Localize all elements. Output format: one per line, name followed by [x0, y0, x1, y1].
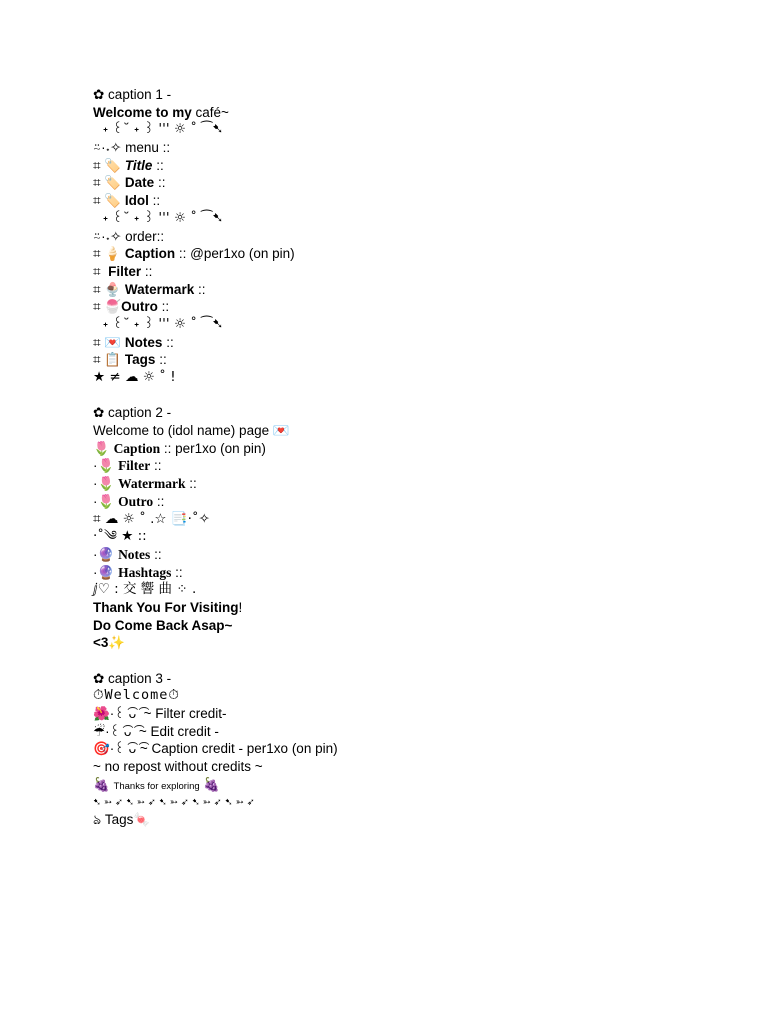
tag-icon: ⌗ 🏷️ [93, 175, 125, 191]
crystal-ball-icon: ·🔮 [93, 564, 119, 580]
outro-label: Outro [121, 299, 158, 315]
tulip-icon: ·🌷 [93, 493, 119, 509]
caption-3-header: ✿ caption 3 - [93, 670, 172, 686]
outro-suffix: :: [153, 493, 165, 509]
watermark-label: Watermark [118, 476, 186, 492]
welcome-rest: café~ [191, 104, 229, 120]
spacer [93, 652, 713, 670]
caption-field [93, 440, 713, 458]
thanks-line [93, 599, 713, 617]
shaved-ice-icon: ⌗ 🍧 [93, 299, 122, 315]
date-field [93, 174, 713, 192]
come-back-line: Do Come Back Asap~ [93, 617, 233, 633]
idol-field [93, 192, 713, 210]
outro-field [93, 298, 713, 316]
grapes-icon: 🍇 [199, 776, 221, 792]
divider-line: ⠀˖ ꒰˘ ˖ ꒱ ''' ☼ ˚ ⁀➷ [93, 209, 224, 226]
edit-credit-line: ☔·꒰ ͡ᴗ ͡ ~ Edit credit - [93, 723, 219, 739]
thanks-exploring-line [93, 776, 713, 794]
date-suffix: :: [154, 175, 166, 191]
heart-line [93, 634, 713, 652]
idol-suffix: :: [148, 193, 161, 209]
tulip-icon: ·🌷 [93, 458, 119, 474]
title-label: Title [124, 157, 153, 173]
grapes-icon: 🍇 [93, 776, 114, 792]
notes-field [93, 334, 713, 352]
divider-line: ⠀˖ ꒰˘ ˖ ꒱ ''' ☼ ˚ ⁀➷ [93, 121, 224, 138]
caption-2-header: ✿ caption 2 - [93, 405, 172, 421]
caption-3-welcome: ⏱Welcome⏱ [93, 687, 180, 704]
notes-field [93, 546, 713, 564]
caption-label: Caption [124, 246, 176, 262]
tags-suffix: :: [155, 352, 167, 368]
watermark-suffix: :: [185, 476, 197, 492]
tag-icon: ⌗ 🏷️ [93, 193, 125, 209]
watermark-label: Watermark [124, 281, 195, 297]
notes-suffix: :: [150, 546, 162, 562]
tags-line: ঌ Tags🍬 [93, 812, 151, 828]
hashtags-suffix: :: [171, 564, 183, 580]
watermark-field [93, 281, 713, 299]
hashtags-label: Hashtags [118, 564, 172, 580]
heart-text: <3 [93, 635, 109, 651]
idol-label: Idol [124, 193, 149, 209]
caption-templates [93, 86, 713, 829]
order-line: ⍨·˖✧ order:: [93, 228, 165, 244]
outro-label: Outro [118, 493, 154, 509]
tulip-icon: ·🌷 [93, 476, 119, 492]
caption-1-welcome [93, 104, 713, 122]
outro-suffix: :: [157, 299, 170, 315]
caption-1-header: ✿ caption 1 - [93, 87, 172, 102]
title-field [93, 157, 713, 175]
dessert-icon: ⌗ 🍨 [93, 281, 125, 297]
love-letter-icon: ⌗ 💌 [93, 334, 125, 350]
caption-value: :: per1xo (on pin) [160, 440, 266, 456]
music-line: ⅉ♡ : 交 響 曲 ⁘ . [93, 581, 197, 598]
notes-suffix: :: [162, 334, 174, 350]
tags-label: Tags [124, 352, 156, 368]
tag-icon: ⌗ 🏷️ [93, 157, 125, 173]
star-line: ·˚༄ ★ :: [93, 528, 147, 545]
watermark-suffix: :: [194, 281, 206, 297]
outro-field [93, 493, 713, 511]
watermark-field [93, 475, 713, 493]
date-label: Date [124, 175, 155, 191]
divider-line: ⠀˖ ꒰˘ ˖ ꒱ ''' ☼ ˚ ⁀➷ [93, 315, 224, 332]
no-repost-line: ~ no repost without credits ~ [93, 759, 263, 775]
welcome-bold: Welcome to my [93, 104, 192, 120]
notes-label: Notes [124, 334, 163, 350]
divider-line: ⌗ ☁ ☼ ˚ .☆ 📑·˚✧ [93, 510, 210, 527]
menu-line: ⍨·˖✧ menu :: [93, 140, 171, 156]
title-suffix: :: [152, 157, 164, 173]
filter-label: Filter [108, 263, 142, 279]
spacer [93, 387, 713, 405]
thanks-text: Thank You For Visiting [93, 599, 239, 615]
filter-prefix: ⌗ [93, 263, 109, 279]
caption-value: :: @per1xo (on pin) [175, 246, 295, 262]
filter-suffix: :: [150, 458, 162, 474]
tags-field [93, 351, 713, 369]
caption-field [93, 245, 713, 263]
hashtags-field [93, 564, 713, 582]
filter-credit-line: 🌺·꒰ ͡ᴗ ͡ ~ Filter credit- [93, 706, 227, 722]
clipboard-icon: ⌗ 📋 [93, 352, 125, 368]
sparkle-icon: ✨ [108, 635, 126, 651]
caption-2-welcome: Welcome to (idol name) page 💌 [93, 423, 290, 439]
filter-suffix: :: [141, 263, 153, 279]
ice-cream-icon: ⌗ 🍦 [93, 246, 125, 262]
closing-line: ★ ≠ ☁ ☼ ˚ ! [93, 369, 176, 385]
notes-label: Notes [118, 546, 151, 562]
thanks-end: ! [238, 599, 243, 615]
caption-label: Caption [113, 440, 161, 456]
filter-field [93, 263, 713, 281]
filter-label: Filter [118, 458, 151, 474]
thanks-exploring-text: Thanks for exploring [113, 780, 200, 792]
arrow-divider: ➷ ➳ ➶ ➷ ➳ ➶ ➷ ➳ ➶ ➷ ➳ ➶ ➷ ➳ ➶ [93, 796, 255, 808]
caption-credit-line: 🎯·꒰ ͡ᴗ ͡~ Caption credit - per1xo (on pin) [93, 741, 338, 757]
crystal-ball-icon: ·🔮 [93, 546, 119, 562]
filter-field [93, 457, 713, 475]
tulip-icon: 🌷 [93, 440, 114, 456]
